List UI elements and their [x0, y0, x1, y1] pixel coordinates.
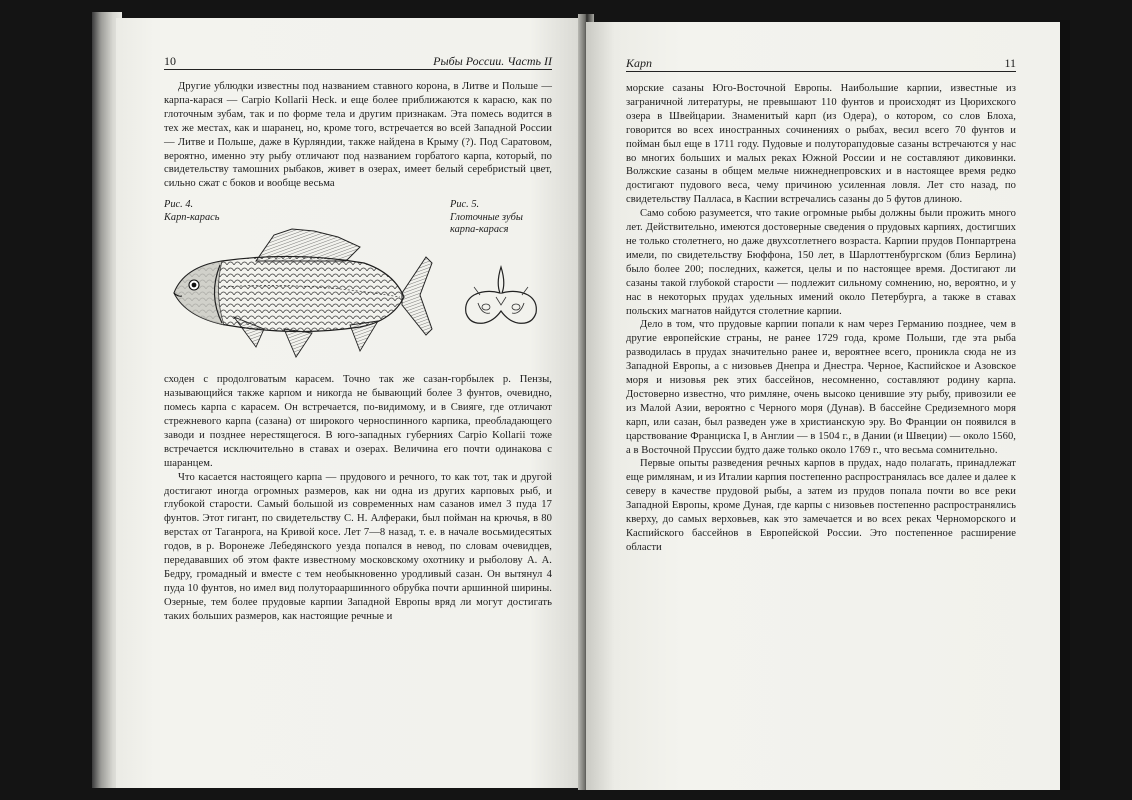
- figure-5-title-line-1: Глоточные зубы: [450, 211, 523, 223]
- left-running-head: Рыбы России. Часть II: [433, 54, 552, 68]
- right-page-header: [626, 56, 1016, 72]
- left-paragraph-3: Что касается настоящего карпа — прудового и речного, то как тот, так и другой достигают иногда огромных размеров, как ни одна из других карповых рыб, и глубокой старости. Самый большой из современных нам сазанов имел 3 пуда 17 фунтов. Этот гигант, по свидетельству С. Н. Алфераки, был пойман на крючья, в 80 верстах от Таганрога, на Кривой косе. Лет 7—8 назад, т. е. в начале восьмидесятых годов, в р. Воронеже Лебедянского уезда попался в невод, по словам очевидцев, передававших об этом факте известному московскому охотнику и рыболову А. А. Бедру, громадный и вместе с тем необыкновенно уродливый сазан. Он вытянул 4 пуда 10 фунтов, но имел вид полуторааршинного обрубка почти аршинной ширины. Озерные, тем более прудовые карпии Западной Европы вряд ли могут достигать таких больших размеров, как настоящие речные и: [164, 471, 552, 622]
- right-page: [586, 22, 1062, 790]
- right-running-head: Карп: [626, 56, 652, 70]
- book-page-edge-right: [1060, 20, 1070, 790]
- pharyngeal-teeth-illustration: [456, 263, 546, 335]
- figures-block: [164, 199, 552, 367]
- left-page-header: [164, 54, 552, 70]
- right-paragraph-3: Дело в том, что прудовые карпии попали к нам через Германию позднее, чем в другие европейские страны, не ранее 1729 года, кроме Польши, где эта рыба разводилась в прудах значительно ранее и, вероятнее всего, проникла сюда не из Западной Европы, а с низовьев Днепра и Днестра. Черное, Каспийское и Азовское моря и низовья рек этих бассейнов, несомненно, составляют родину карпа. Достоверно известно, что римляне, очень высоко ценившие эту рыбу, привозили ее из Малой Азии, вероятно с Черного моря (Дунав). В бассейне Средиземного моря карп, или сазан, был разведен уже в христианскую эру. Во Франции он появился в царствование Франциска I, в Англии — в 1504 г., в Дании (и Швеции) — около 1560, а в Восточной Пруссии будто даже только около 1769 г., что весьма сомнительно.: [626, 319, 1016, 456]
- right-paragraph-1: морские сазаны Юго-Восточной Европы. Наибольшие карпии, известные из заграничной литературы, не превышают 110 фунтов и происходят из Цюрихского озера в Швейцарии. Знаменитый карп (из Одера), о котором, со слов Блоха, говорится во всех иностранных сочинениях о рыбах, весил всего 70 фунтов и пойман был еще в 1711 году. Пудовые и полуторапудовые сазаны встречаются у нас во многих больших и малых реках Южной России и не составляют диковинки. Волжские сазаны в общем мельче нижнеднепровских и в настоящее время редко достигают пудового веса, чему причиною усиленная ловля. Лет сто назад, по свидетельству Палласа, в Каспии встречались сазаны до 5 футов длиною.: [626, 83, 1016, 206]
- right-paragraph-4: Первые опыты разведения речных карпов в прудах, надо полагать, принадлежат еще римлянам, и из Италии карпия постепенно распространялась все далее и далее к северу в качестве прудовой рыбы, а затем из прудов попала почти во все реки Западной Европы, кроме Дуная, где карпы с низовьев постепенно распространялись кверху, до самых верховьев, как это замечается и во всех реках Черноморского и Каспийского бассейнов в Европейской России. Это постепенное расширение области: [626, 458, 1016, 553]
- figure-5-label: Рис. 5.: [450, 199, 480, 211]
- figure-4-label: Рис. 4.: [164, 199, 194, 211]
- left-paragraph-1: Другие ублюдки известны под названием ставного корона, в Литве и Польше — карпа-карася — Carpio Kollarii Heck. и еще более приближаются к карасю, как по глоточным зубам, так и по форме тела и другим признакам. Эта помесь водится в тех же местах, как и шаранец, но, кроме того, встречается во всей Западной России — Литве и Польше, даже в Курляндии, также найдена в Крыму (?). Под Саратовом, вероятно, именно эту рыбу отличают под названием горбатого карпа, который, по свидетельству тамошних рыбаков, живет в озерах, имеет белый серебристый цвет, сильно сжат с боков и вообще весьма: [164, 81, 552, 190]
- figure-5-caption: [450, 199, 523, 237]
- figure-4-title: Карп-карась: [164, 211, 220, 223]
- carp-crucian-illustration: [164, 217, 436, 367]
- left-page: [116, 18, 586, 788]
- figure-5-title-line-2: карпа-карася: [450, 224, 509, 236]
- left-paragraph-2: сходен с продолговатым карасем. Точно так же сазан-горбылек р. Пензы, называющийся также карпом и никогда не бывающий более 3 фунтов, очевидно, помесь карпа с карасем. Он встречается, по-видимому, и в Свияге, где отличают стрежневого карпа (сазана) от широкого черноспинного карпика, преобладающего заводи и позднее нерестящегося. В юго-западных губерниях Carpio Kollarii тоже встречается исключительно в ставах и озерах. Величина его почти одинакова с шаранцем.: [164, 374, 552, 469]
- right-page-number: 11: [1004, 56, 1016, 70]
- right-paragraph-2: Само собою разумеется, что такие огромные рыбы должны были прожить много лет. Действительно, имеются достоверные сведения о прудовых карпиях, достигших не только столетнего, но даже двухсотлетнего возраста. Карпии прудов Понпартрена имели, по свидетельству Бюффона, 150 лет, в Шарлоттенбургском (близ Берлина) было более 200; последних, кажется, целы и по настоящее время. Достигают ли сазаны такой глубокой старости — подлежит сильному сомнению, но, вероятно, и у нас в некоторых прудах удельных имений около Петербурга, а также в ставах польских магнатов найдутся столетние карпии.: [626, 208, 1016, 317]
- left-page-number: 10: [164, 54, 176, 68]
